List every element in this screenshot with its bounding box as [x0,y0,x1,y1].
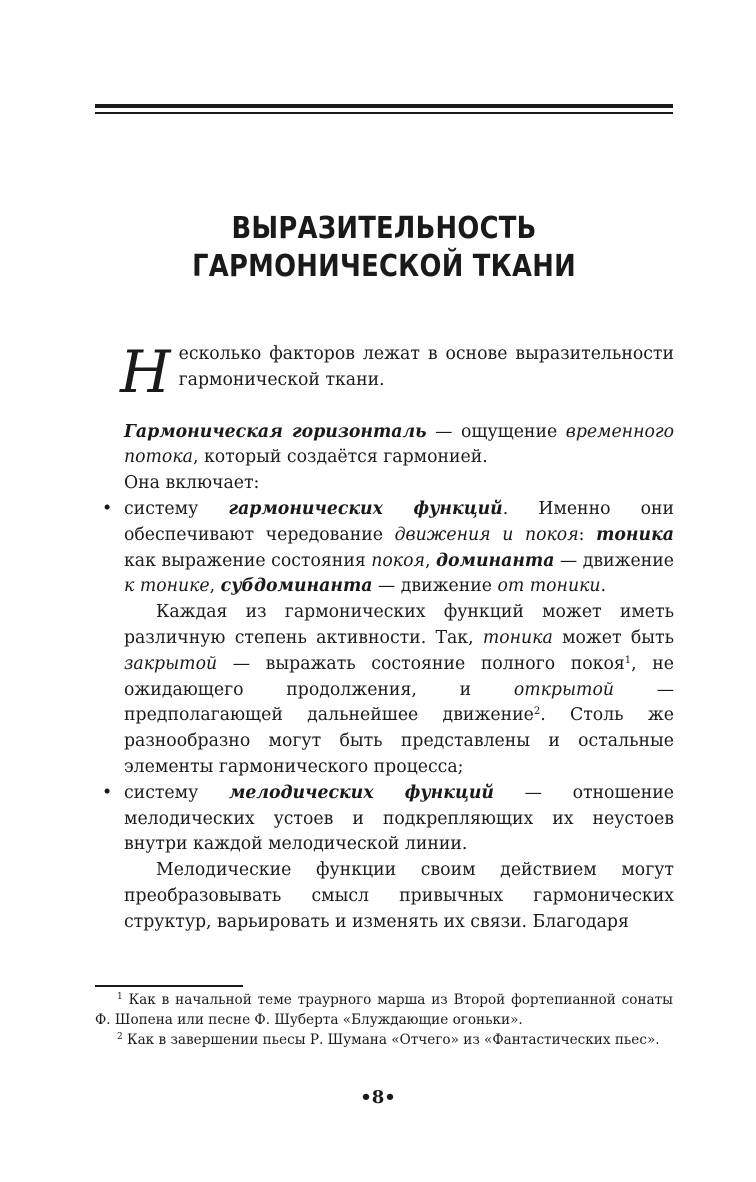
term-harmonic-horizontal: Гармоническая горизонталь [124,421,427,442]
bullet-harmonic-functions [124,497,674,781]
text-run: — выражать состояние полного покоя [217,653,625,674]
paragraph-includes: Она включает: [124,473,260,494]
term-harmonic-functions: гармонических функций [228,498,503,519]
footnote-text: Как в завершении пьесы Р. Шумана «Отчего» из «Фантастических пьес». [122,1032,660,1048]
text-run: — движение [372,576,498,597]
footnote-text: Как в начальной теме траурного марша из Второй фортепианной сонаты Ф. Шопена или песне Ф. Шуберта «Блуждающие огоньки». [95,992,673,1028]
header-rule-thick [95,104,673,108]
text-run: может быть [552,627,674,648]
italic-run: покоя [371,550,425,571]
bullet-harmonic-functions-text [124,497,674,600]
text-run: систему [124,782,229,803]
text-run: , [209,576,221,597]
footnote-number: 1 [117,992,123,1002]
text-run: . Столь же разнообразно могут быть представлены и остальные элементы гармонического процесса; [124,705,674,777]
italic-run: движения и покоя [394,524,579,545]
text-run: — предполагающей дальнейшее движение [124,679,674,726]
footnote-1 [95,990,673,1030]
paragraph-harmonic-horizontal [124,420,674,472]
footnote-ref-1[interactable]: 1 [624,654,632,666]
term-subdominant: субдоминанта [220,576,373,597]
header-rule-thin [95,112,673,114]
bullet-melodic-functions [124,781,674,936]
intro-paragraph [120,338,674,406]
paragraph-function-activity [124,600,674,781]
italic-run: от тоники [497,576,601,597]
paragraph-melodic-functions: Мелодические функции своим действием могут преобразовывать смысл привычных гармонических структур, варьировать и изменять их связи. Благодаря [124,860,674,932]
text-run: , [424,550,436,571]
text-run: — движение [554,550,674,571]
text-run: как выражение состояния [124,550,372,571]
italic-run: открытой [513,679,614,700]
footnote-rule [95,985,243,987]
text-run: — отношение мелодических устоев и подкрепляющих их неустоев внутри каждой мелодической линии. [124,782,675,855]
page-number: •8• [360,1087,396,1108]
italic-run: тоника [482,627,553,648]
chapter-title-line-2: ГАРМОНИЧЕСКОЙ ТКАНИ [192,249,576,284]
text-run: — ощущение [426,421,566,442]
footnotes [95,990,673,1050]
text-run: . [600,576,607,597]
footnote-number: 2 [117,1032,123,1042]
footnote-2 [95,1030,673,1050]
text-run: систему [124,498,229,519]
text-run: . Именно они обеспечивают чередование [124,498,675,545]
italic-run: к тонике [124,576,210,597]
text-run: : [578,524,597,545]
term-melodic-functions: мелодических функций [228,782,494,803]
drop-cap: Н [120,338,171,406]
italic-run: закрытой [124,653,218,674]
intro-text: есколько факторов лежат в основе выразительности гармонической ткани. [178,344,674,390]
text-run: , который создаётся гармонией. [192,447,488,468]
chapter-title [135,210,632,286]
term-dominant: доминанта [435,550,555,571]
bullet-list [124,497,674,936]
text-run: Каждая из гармонических функций может иметь различную степень активности. Так, [124,602,674,648]
bullet-melodic-functions-text [124,781,674,858]
chapter-title-line-1: ВЫРАЗИТЕЛЬНОСТЬ [231,211,537,246]
body-text [120,338,675,936]
text-run: , не ожидающего продолжения, и [124,653,675,700]
footnote-ref-2[interactable]: 2 [533,706,541,718]
italic-time-flow: временного потока [124,421,674,468]
term-tonic: тоника [596,524,674,545]
